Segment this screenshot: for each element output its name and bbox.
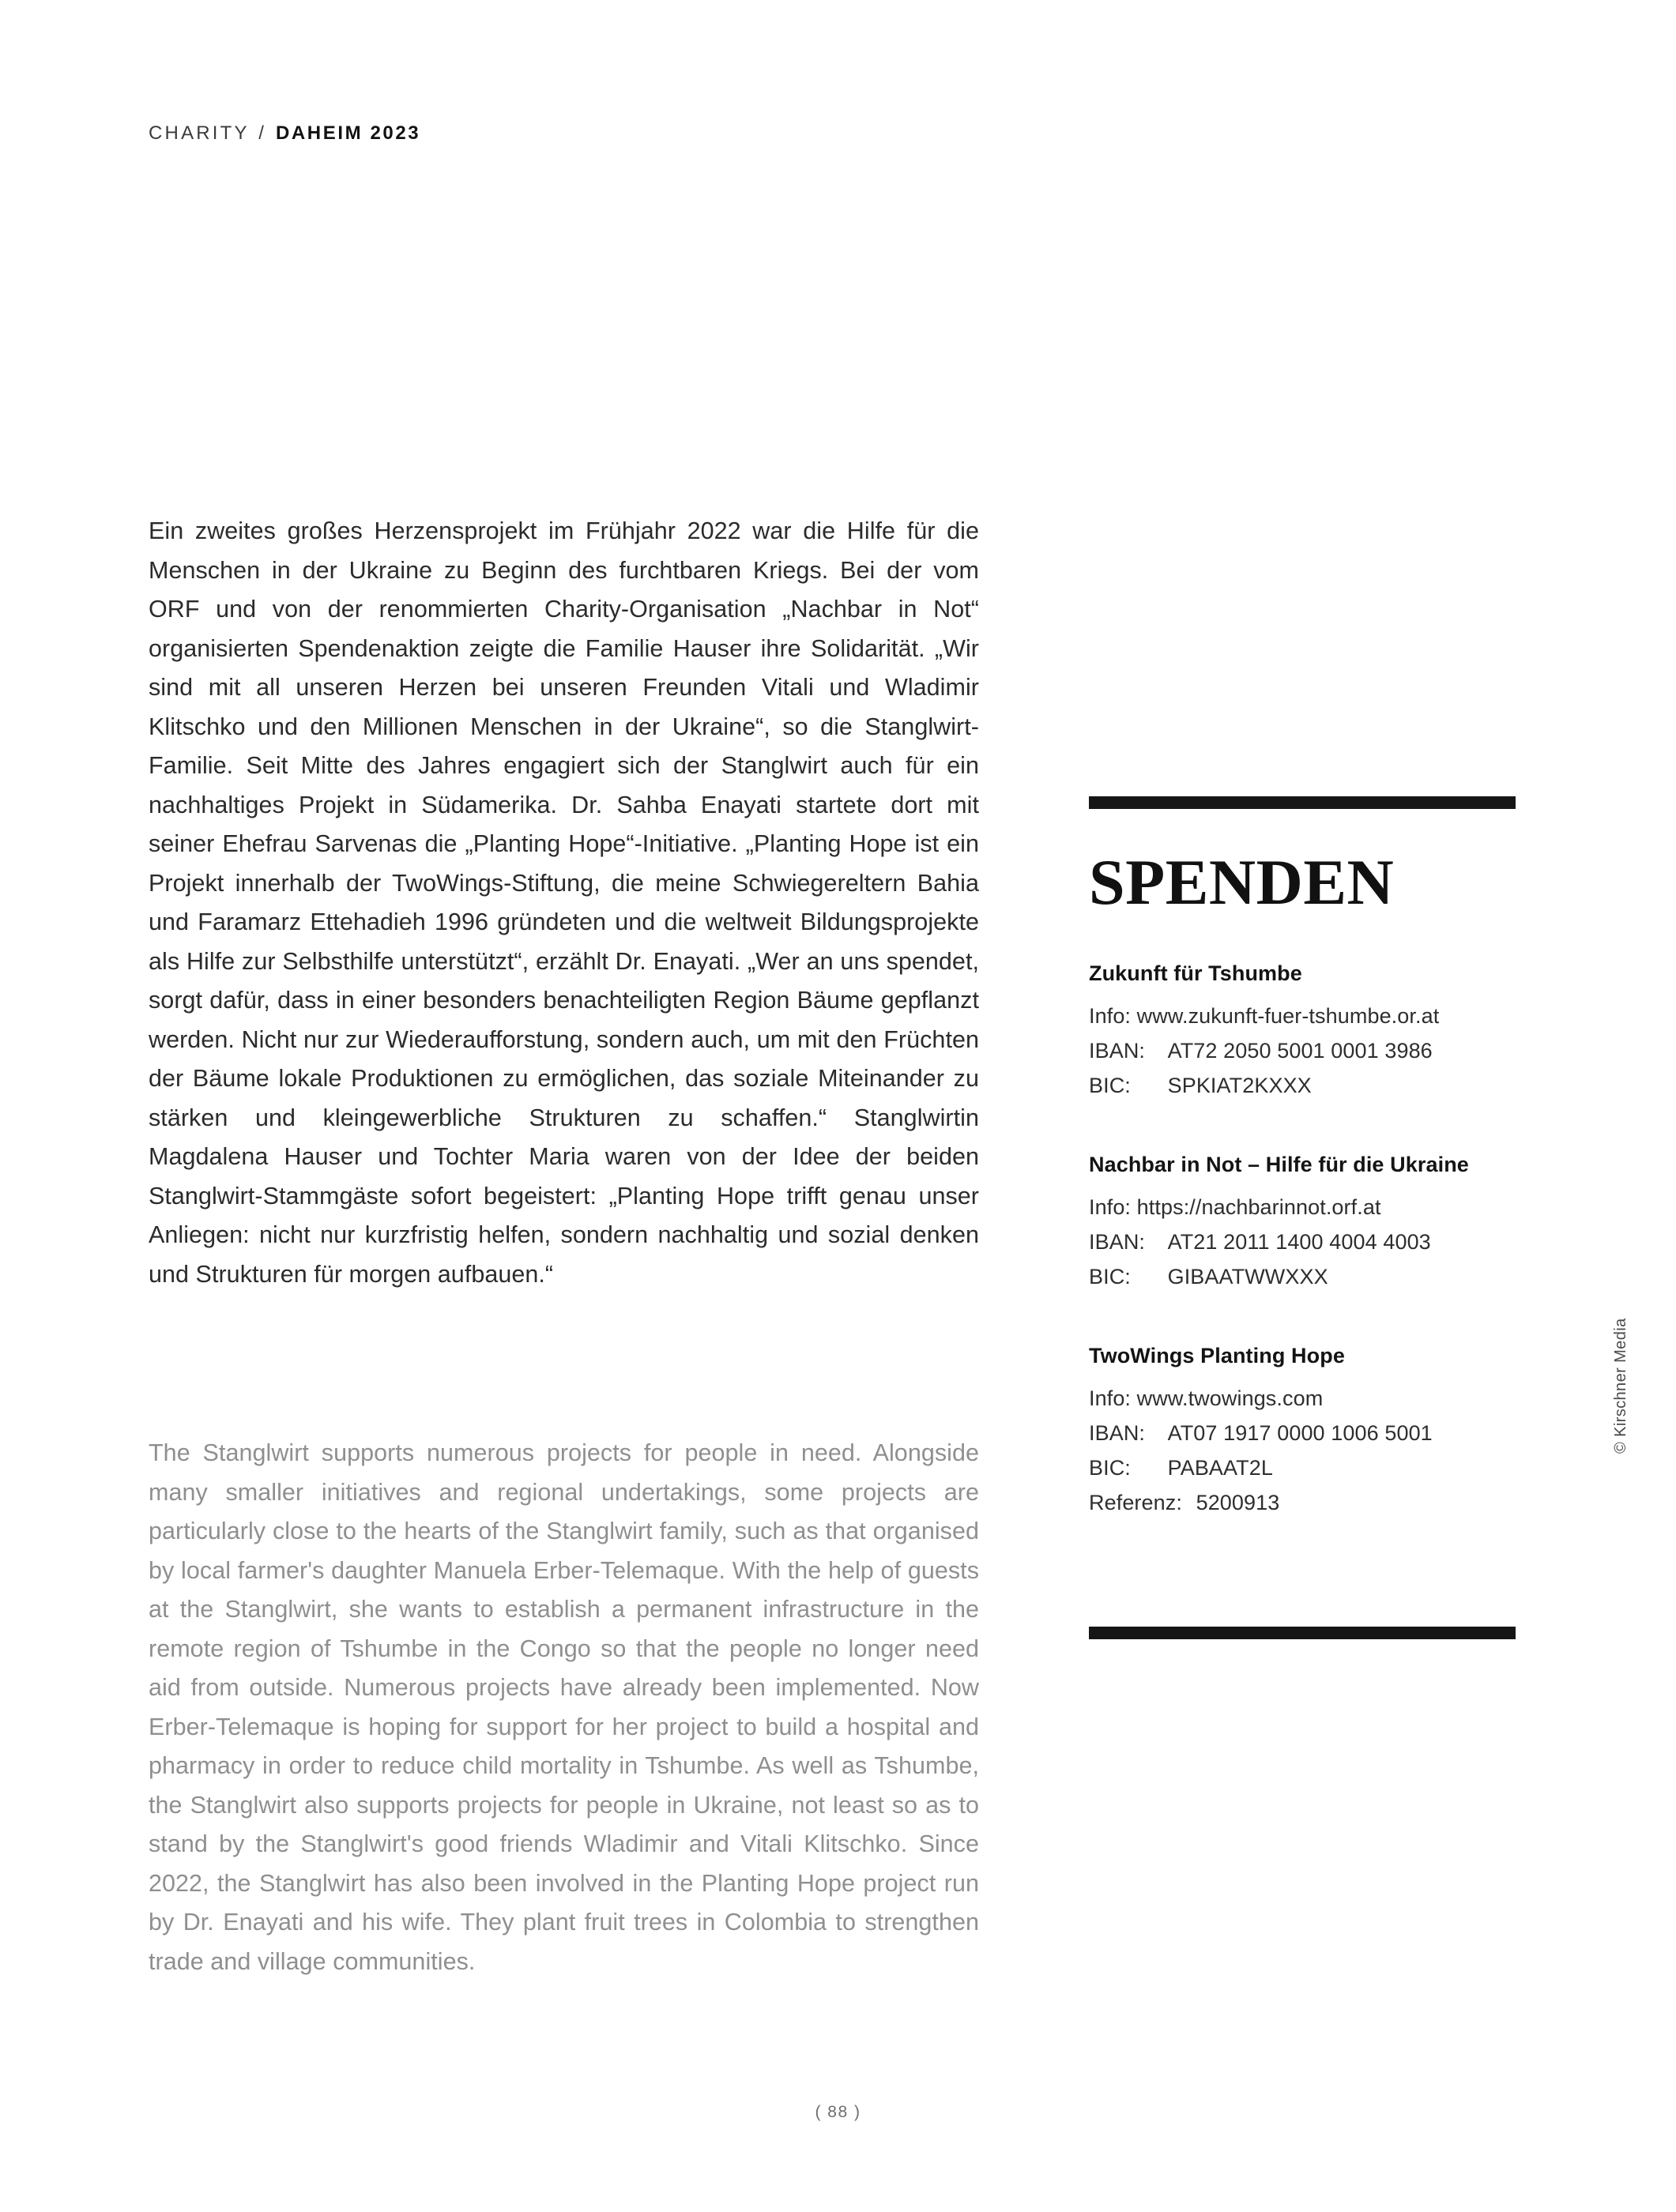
running-head-separator: / xyxy=(258,122,267,144)
donation-iban-label: IBAN: xyxy=(1089,1230,1146,1254)
donation-info-value[interactable]: www.zukunft-fuer-tshumbe.or.at xyxy=(1136,1004,1440,1028)
donation-bic-label: BIC: xyxy=(1089,1456,1131,1480)
donation-block xyxy=(1089,1149,1516,1294)
donation-iban-value: AT21 2011 1400 4004 4003 xyxy=(1167,1230,1431,1254)
donation-info-label: Info: xyxy=(1089,1004,1132,1028)
donation-info-value[interactable]: www.twowings.com xyxy=(1136,1386,1324,1410)
sidebar-bottom-rule xyxy=(1089,1627,1516,1639)
donation-bic-value: PABAAT2L xyxy=(1167,1456,1273,1480)
donation-bic-row xyxy=(1089,1259,1516,1294)
page-number: ( 88 ) xyxy=(815,2103,861,2121)
running-head-section: CHARITY xyxy=(149,122,250,144)
donation-reference-label: Referenz: xyxy=(1089,1491,1182,1514)
article-body-english: The Stanglwirt supports numerous projects for people in need. Alongside many smaller initiatives and regional undertakings, some projects are particularly close to the hearts of the Stanglwirt family, such as that organised by local farmer's daughter Manuela Erber-Telemaque. With the help of guests at the Stanglwirt, she wants to establish a permanent infrastructure in the remote region of Tshumbe in the Congo so that the people no longer need aid from outside. Numerous projects have already been implemented. Now Erber-Telemaque is hoping for support for her project to build a hospital and pharmacy in order to reduce child mortality in Tshumbe. As well as Tshumbe, the Stanglwirt also supports projects for people in Ukraine, not least so as to stand by the Stanglwirt's good friends Wladimir and Vitali Klitschko. Since 2022, the Stanglwirt has also been involved in the Planting Hope project run by Dr. Enayati and his wife. They plant fruit trees in Colombia to strengthen trade and village communities. xyxy=(149,1439,979,1975)
sidebar-top-rule xyxy=(1089,796,1516,809)
donation-organisation-name: TwoWings Planting Hope xyxy=(1089,1344,1345,1367)
donation-iban-row xyxy=(1089,1416,1516,1450)
donation-iban-value: AT07 1917 0000 1006 5001 xyxy=(1167,1421,1433,1445)
donation-info-label: Info: xyxy=(1089,1386,1132,1410)
donation-iban-row xyxy=(1089,1224,1516,1259)
donation-info-row xyxy=(1089,1381,1516,1416)
donation-bic-row xyxy=(1089,1068,1516,1103)
donation-info-row xyxy=(1089,999,1516,1033)
donation-block xyxy=(1089,1340,1516,1520)
donation-bic-value: GIBAATWWXXX xyxy=(1167,1265,1328,1288)
donation-reference-value: 5200913 xyxy=(1196,1491,1280,1514)
article-body-german: Ein zweites großes Herzensprojekt im Frühjahr 2022 war die Hilfe für die Menschen in der Ukraine zu Beginn des furchtbaren Kriegs. Bei der vom ORF und von der renommierten Charity-Organisation „Nachbar in Not“ organisierten Spendenaktion zeigte die Familie Hauser ihre Solidarität. „Wir sind mit all unseren Herzen bei unseren Freunden Vitali und Wladimir Klitschko und den Millionen Menschen in der Ukraine“, so die Stanglwirt-Familie. Seit Mitte des Jahres engagiert sich der Stanglwirt auch für ein nachhaltiges Projekt in Südamerika. Dr. Sahba Enayati startete dort mit seiner Ehefrau Sarvenas die „Planting Hope“-Initiative. „Planting Hope ist ein Projekt innerhalb der TwoWings-Stiftung, die meine Schwiegereltern Bahia und Faramarz Ettehadieh 1996 gründeten und die weltweit Bildungsprojekte als Hilfe zur Selbsthilfe unterstützt“, erzählt Dr. Enayati. „Wer an uns spendet, sorgt dafür, dass in einer besonders benachteiligten Region Bäume gepflanzt werden. Nicht nur zur Wiederaufforstung, sondern auch, um mit den Früchten der Bäume lokale Produktionen zu ermöglichen, das soziale Miteinander zu stärken und kleingewerbliche Strukturen zu schaffen.“ Stanglwirtin Magdalena Hauser und Tochter Maria waren von der Idee der beiden Stanglwirt-Stammgäste sofort begeistert: „Planting Hope trifft genau unser Anliegen: nicht nur kurzfristig helfen, sondern nachhaltig und sozial denken und Strukturen für morgen aufbauen.“ xyxy=(149,517,979,1288)
running-head xyxy=(149,122,420,145)
donation-info-row xyxy=(1089,1190,1516,1224)
article-text-column-german xyxy=(149,512,979,1294)
donation-iban-label: IBAN: xyxy=(1089,1039,1146,1063)
running-head-issue: DAHEIM 2023 xyxy=(275,122,421,144)
donation-block xyxy=(1089,957,1516,1103)
donations-sidebar xyxy=(1089,796,1516,1520)
donation-info-label: Info: xyxy=(1089,1195,1132,1219)
donation-iban-row xyxy=(1089,1033,1516,1068)
photo-credit: © Kirschner Media xyxy=(1612,1318,1629,1454)
sidebar-title: SPENDEN xyxy=(1089,846,1395,918)
donation-list xyxy=(1089,957,1516,1520)
donation-iban-value: AT72 2050 5001 0001 3986 xyxy=(1167,1039,1433,1063)
donation-info-value[interactable]: https://nachbarinnot.orf.at xyxy=(1136,1195,1381,1219)
donation-bic-label: BIC: xyxy=(1089,1074,1131,1097)
donation-iban-label: IBAN: xyxy=(1089,1421,1146,1445)
donation-reference-row xyxy=(1089,1485,1516,1520)
donation-bic-row xyxy=(1089,1450,1516,1485)
donation-organisation-name: Nachbar in Not – Hilfe für die Ukraine xyxy=(1089,1153,1469,1176)
donation-organisation-name: Zukunft für Tshumbe xyxy=(1089,961,1302,985)
donation-bic-value: SPKIAT2KXXX xyxy=(1167,1074,1312,1097)
donation-bic-label: BIC: xyxy=(1089,1265,1131,1288)
